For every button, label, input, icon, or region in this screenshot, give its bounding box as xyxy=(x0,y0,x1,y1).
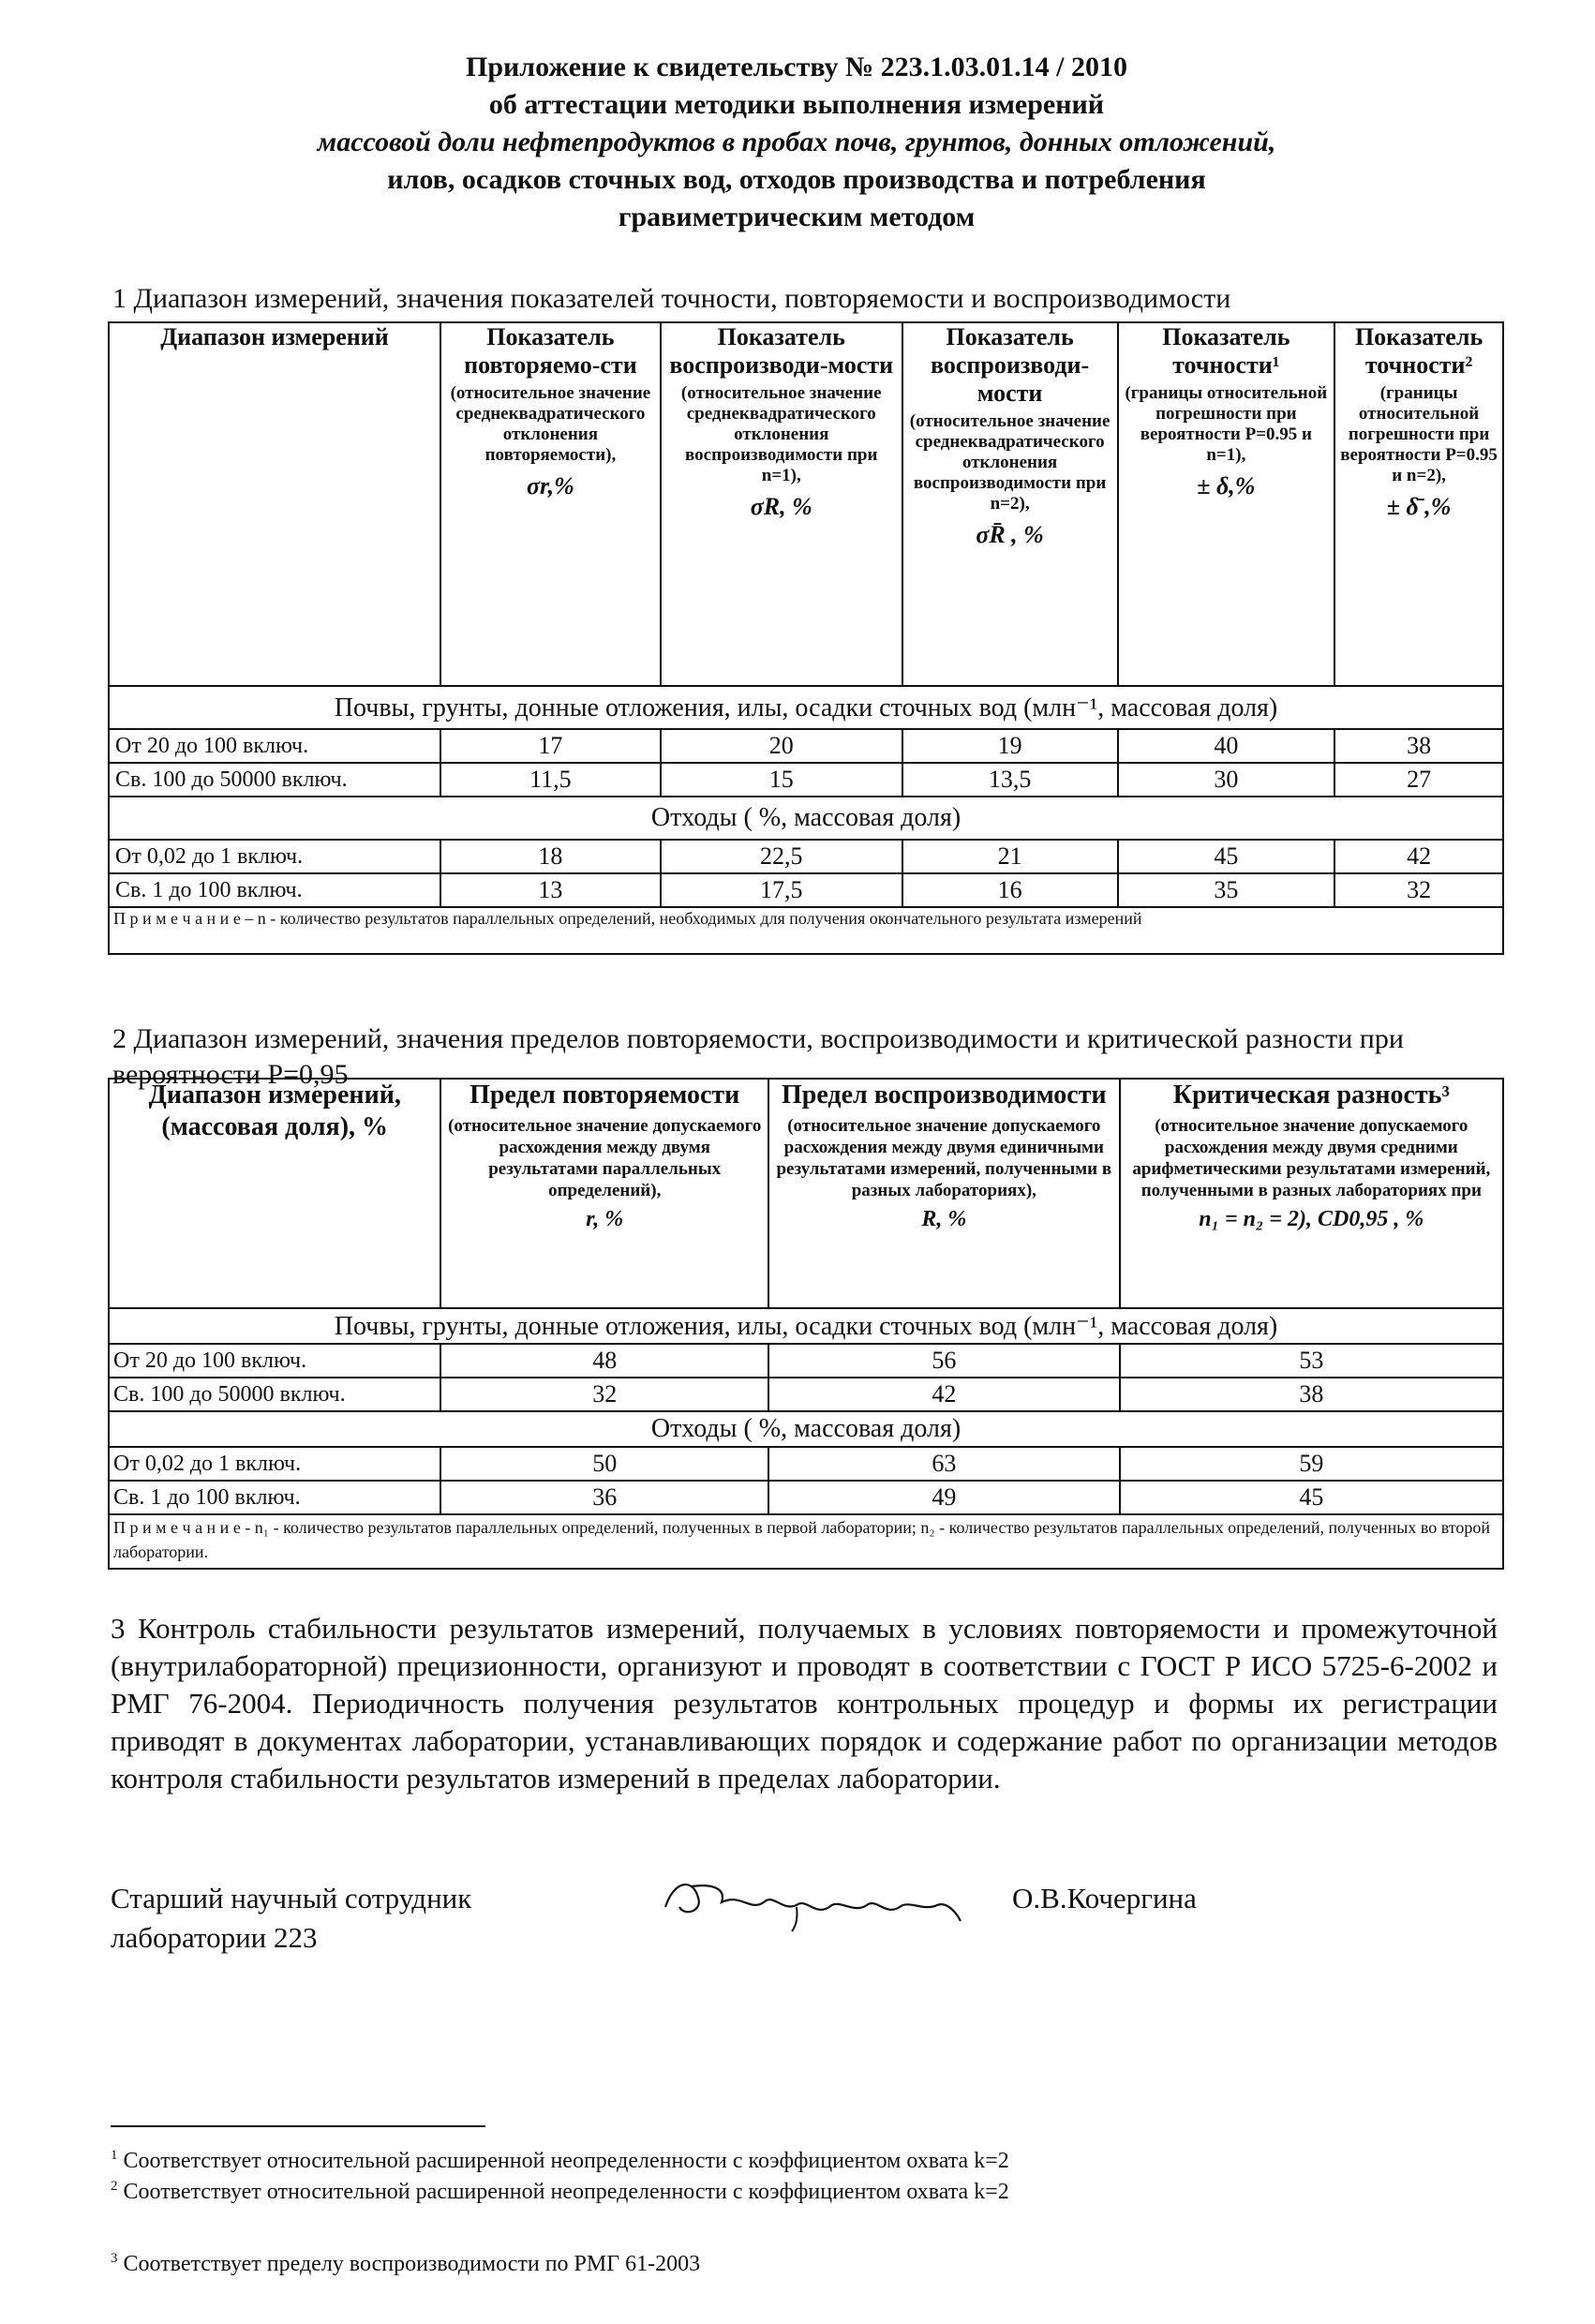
value-cell: 40 xyxy=(1118,729,1335,763)
col-header: Предел повторяемости (относительное значение допускаемого расхождения между двумя результатами параллельных определений), r, % xyxy=(440,1079,768,1308)
value-cell: 56 xyxy=(768,1344,1120,1378)
value-cell: 32 xyxy=(1334,873,1503,907)
range-cell: От 0,02 до 1 включ. xyxy=(109,840,440,873)
section-3-paragraph: 3 Контроль стабильности результатов измерений, получаемых в условиях повторяемости и промежуточной (внутрилабораторной) прецизионности, организуют и проводят в соответствии с ГОСТ Р ИСО 5725-6-2002 и РМГ 76-2004. Периодичность получения результатов контрольных процедур и формы их регистрации приводят в документах лаборатории, устанавливающих порядок и содержание работ по организации методов контроля стабильности результатов измерений в пределах лаборатории. xyxy=(111,1612,1498,1795)
value-cell: 38 xyxy=(1120,1378,1503,1411)
value-cell: 42 xyxy=(768,1378,1120,1411)
col-header: Критическая разность³ (относительное значение допускаемого расхождения между двумя средними арифметическими результатами измерений, полученными в разных лабораториях при n₁ = n₂ = 2), CD0,95 , % xyxy=(1120,1079,1503,1308)
value-cell: 17,5 xyxy=(661,873,902,907)
range-cell: Св. 1 до 100 включ. xyxy=(109,873,440,907)
table-note: П р и м е ч а н и е - n₁ - количество результатов параллельных определений, полученных в первой лаборатории; n₂ - количество результатов параллельных определений, полученных во второй лаборатории. xyxy=(109,1514,1503,1569)
value-cell: 30 xyxy=(1118,763,1335,797)
group-label: Почвы, грунты, донные отложения, илы, осадки сточных вод (млн⁻¹, массовая доля) xyxy=(109,686,1503,729)
header-line-4: илов, осадков сточных вод, отходов производства и потребления xyxy=(387,164,1206,195)
table-row xyxy=(109,1378,1503,1411)
value-cell: 49 xyxy=(768,1481,1120,1514)
table-header-row xyxy=(109,1079,1503,1308)
table-group-row xyxy=(109,1308,1503,1344)
col-header: Диапазон измерений xyxy=(109,322,440,686)
table-header-row xyxy=(109,322,1503,686)
value-cell: 42 xyxy=(1334,840,1503,873)
range-cell: От 20 до 100 включ. xyxy=(109,1344,440,1378)
col-header: Диапазон измерений, (массовая доля), % xyxy=(109,1079,440,1308)
group-label: Отходы ( %, массовая доля) xyxy=(109,1411,1503,1447)
section-2-title: 2 Диапазон измерений, значения пределов повторяемости, воспроизводимости и критической разности при вероятности Р=0,95 xyxy=(112,1023,1404,1090)
table-row xyxy=(109,729,1503,763)
value-cell: 17 xyxy=(440,729,661,763)
col-header: Показатель повторяемо-сти (относительное значение среднеквадратического отклонения повторяемости), σr,% xyxy=(440,322,661,686)
value-cell: 59 xyxy=(1120,1447,1503,1481)
position-line-1: Старший научный сотрудник xyxy=(111,1882,472,1914)
table-row xyxy=(109,1344,1503,1378)
table-note-row xyxy=(109,1514,1503,1569)
col-header: Показатель воспроизводи-мости (относительное значение среднеквадратического отклонения воспроизводимости при n=1), σR, % xyxy=(661,322,902,686)
group-label: Отходы ( %, массовая доля) xyxy=(109,797,1503,840)
col-header: Показатель воспроизводи-мости (относительное значение среднеквадратического отклонения воспроизводимости при n=2), σR̄ , % xyxy=(902,322,1118,686)
table-row xyxy=(109,873,1503,907)
value-cell: 45 xyxy=(1118,840,1335,873)
signatory-name: О.В.Кочергина xyxy=(1012,1882,1197,1914)
document-header xyxy=(187,49,1406,236)
table-row xyxy=(109,1481,1503,1514)
range-cell: От 20 до 100 включ. xyxy=(109,729,440,763)
col-header: Предел воспроизводимости (относительное значение допускаемого расхождения между двумя единичными результатами измерений, полученными в разных лабораториях), R, % xyxy=(768,1079,1120,1308)
signatory-position xyxy=(111,1879,471,1958)
value-cell: 21 xyxy=(902,840,1118,873)
value-cell: 27 xyxy=(1334,763,1503,797)
table-row xyxy=(109,1447,1503,1481)
col-header: Показатель точности² (границы относительной погрешности при вероятности Р=0.95 и n=2), ± δ̄ ,% xyxy=(1334,322,1503,686)
table-row xyxy=(109,763,1503,797)
value-cell: 48 xyxy=(440,1344,768,1378)
value-cell: 19 xyxy=(902,729,1118,763)
range-cell: От 0,02 до 1 включ. xyxy=(109,1447,440,1481)
group-label: Почвы, грунты, донные отложения, илы, осадки сточных вод (млн⁻¹, массовая доля) xyxy=(109,1308,1503,1344)
range-cell: Св. 100 до 50000 включ. xyxy=(109,1378,440,1411)
value-cell: 11,5 xyxy=(440,763,661,797)
value-cell: 32 xyxy=(440,1378,768,1411)
table-note-row xyxy=(109,907,1503,954)
value-cell: 35 xyxy=(1118,873,1335,907)
value-cell: 36 xyxy=(440,1481,768,1514)
header-line-2: об аттестации методики выполнения измерений xyxy=(488,89,1105,120)
value-cell: 53 xyxy=(1120,1344,1503,1378)
table-group-row xyxy=(109,797,1503,840)
value-cell: 13,5 xyxy=(902,763,1118,797)
table-group-row xyxy=(109,686,1503,729)
footnote-divider xyxy=(111,2125,485,2127)
position-line-2: лаборатории 223 xyxy=(111,1921,318,1954)
footnote-3: $^3$ Соответствует пределу воспроизводимости по РМГ 61-2003 xyxy=(111,2251,701,2276)
footnote-2: $^2$ Соответствует относительной расширенной неопределенности с коэффициентом охвата k=2 xyxy=(111,2179,1009,2204)
value-cell: 13 xyxy=(440,873,661,907)
value-cell: 15 xyxy=(661,763,902,797)
col-header: Показатель точности¹ (границы относительной погрешности при вероятности Р=0.95 и n=1), ± δ,% xyxy=(1118,322,1335,686)
value-cell: 18 xyxy=(440,840,661,873)
accuracy-table xyxy=(108,321,1504,955)
header-line-3: массовой доли нефтепродуктов в пробах почв, грунтов, донных отложений, xyxy=(317,127,1276,157)
header-line-5: гравиметрическим методом xyxy=(618,201,976,232)
value-cell: 20 xyxy=(661,729,902,763)
value-cell: 38 xyxy=(1334,729,1503,763)
handwritten-signature xyxy=(656,1870,975,1940)
value-cell: 63 xyxy=(768,1447,1120,1481)
section-1-title: 1 Диапазон измерений, значения показателей точности, повторяемости и воспроизводимости xyxy=(112,283,1231,314)
limits-table xyxy=(108,1078,1504,1570)
footnote-1: $^1$ Соответствует относительной расширенной неопределенности с коэффициентом охвата k=2 xyxy=(111,2148,1009,2173)
value-cell: 50 xyxy=(440,1447,768,1481)
value-cell: 22,5 xyxy=(661,840,902,873)
value-cell: 16 xyxy=(902,873,1118,907)
table-note: П р и м е ч а н и е – n - количество результатов параллельных определений, необходимых для получения окончательного результата измерений xyxy=(109,907,1503,954)
table-group-row xyxy=(109,1411,1503,1447)
value-cell: 45 xyxy=(1120,1481,1503,1514)
range-cell: Св. 1 до 100 включ. xyxy=(109,1481,440,1514)
header-line-1: Приложение к свидетельству № 223.1.03.01.14 / 2010 xyxy=(466,52,1127,82)
range-cell: Св. 100 до 50000 включ. xyxy=(109,763,440,797)
table-row xyxy=(109,840,1503,873)
